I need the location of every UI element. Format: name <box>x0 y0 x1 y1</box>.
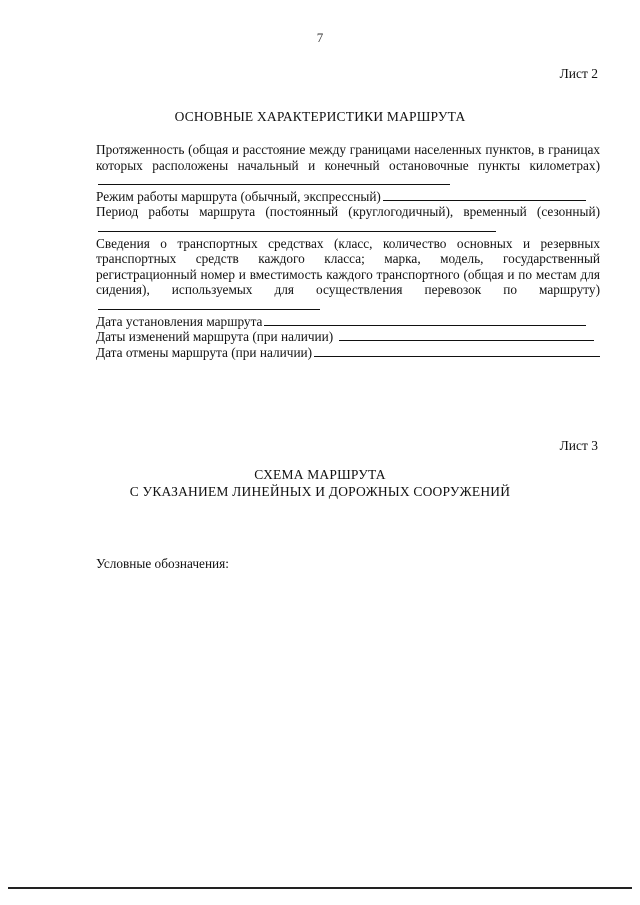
field-vehicles-label: Сведения о транспортных средствах (класс, количество основных и резервных транспортных средств каждого класса; марка, модель, государственный регистрационный номер и вместимость каждого транспортного (общая и по местам для сидения), используемых для осуществления перевозок по маршруту) <box>96 235 600 298</box>
sheet-2-title: ОСНОВНЫЕ ХАРАКТЕРИСТИКИ МАРШРУТА <box>174 109 466 124</box>
field-cancel-label: Дата отмены маршрута (при наличии) <box>96 344 313 360</box>
field-vehicles <box>96 236 600 314</box>
field-mode <box>96 189 600 205</box>
sheet-2-label: Лист 2 <box>559 66 598 81</box>
field-established-label: Дата установления маршрута <box>96 313 263 329</box>
field-vehicles-blank[interactable] <box>98 299 320 310</box>
sheet-3-title-line-1: СХЕМА МАРШРУТА <box>254 467 386 482</box>
field-established-blank[interactable] <box>264 314 586 326</box>
page-number: 7 <box>316 30 324 45</box>
field-established <box>96 314 600 330</box>
field-period-blank[interactable] <box>98 221 496 232</box>
field-period-label: Период работы маршрута (постоянный (круглогодичный), временный (сезонный) <box>96 204 600 220</box>
field-period <box>96 204 600 235</box>
legend-label: Условные обозначения: <box>96 556 229 571</box>
field-mode-label: Режим работы маршрута (обычный, экспрессный) <box>96 188 381 204</box>
field-cancel <box>96 345 600 361</box>
sheet-3-title-line-2: С УКАЗАНИЕМ ЛИНЕЙНЫХ И ДОРОЖНЫХ СООРУЖЕНИЙ <box>129 484 511 499</box>
field-changes-blank[interactable] <box>339 329 594 341</box>
field-changes <box>96 329 600 345</box>
field-cancel-blank[interactable] <box>314 345 600 357</box>
field-length <box>96 142 600 189</box>
bottom-divider <box>8 887 632 889</box>
field-length-label: Протяженность (общая и расстояние между границами населенных пунктов, в границах которых расположены начальный и конечный остановочные пункты километрах) <box>96 142 600 173</box>
route-characteristics <box>96 142 600 360</box>
field-length-blank[interactable] <box>98 174 450 185</box>
field-changes-label: Даты изменений маршрута (при наличии) <box>96 329 334 345</box>
sheet-3-title <box>0 466 640 500</box>
sheet-3-label: Лист 3 <box>559 438 598 453</box>
field-mode-blank[interactable] <box>383 189 586 201</box>
